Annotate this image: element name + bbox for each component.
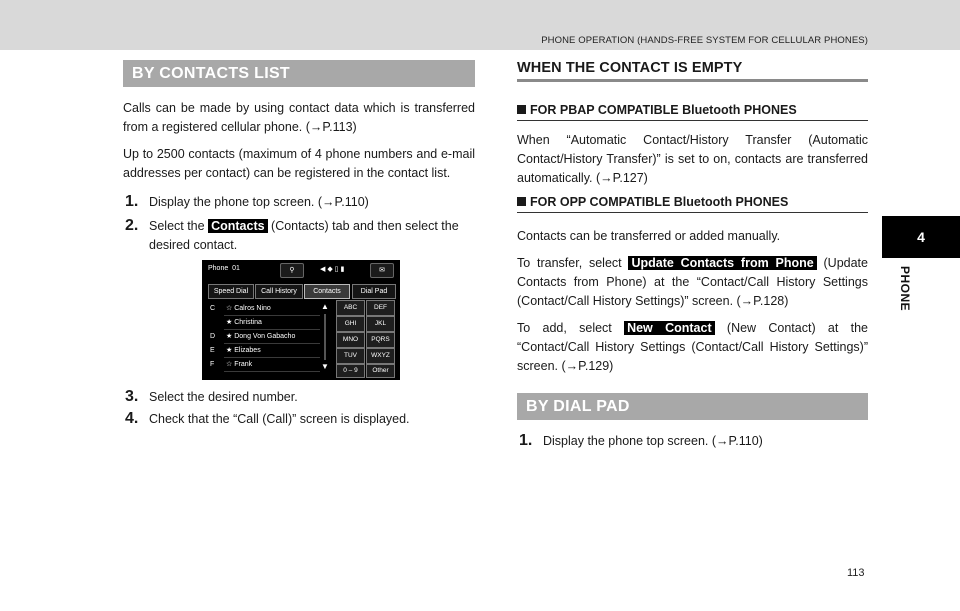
- contact-row[interactable]: D ★ Dong Von Gabacho: [210, 330, 320, 343]
- index-key[interactable]: 0 – 9: [336, 364, 365, 378]
- tab-dial-pad[interactable]: Dial Pad: [352, 284, 396, 299]
- index-key[interactable]: ABC: [336, 300, 365, 316]
- status-icons: ◀ ◆ ▯ ▮: [320, 266, 345, 273]
- new-contact-chip: New Contact: [624, 321, 715, 335]
- step-text-pre: Select the: [149, 219, 209, 233]
- square-bullet-icon: [517, 105, 526, 114]
- pbap-paragraph: When “Automatic Contact/History Transfer (Automatic Contact/History Transfer)” is set to on, contacts are transferred automatically. (→P.127): [517, 133, 868, 185]
- section-banner-dial-pad: BY DIAL PAD: [517, 393, 868, 420]
- index-key[interactable]: WXYZ: [366, 348, 395, 364]
- step-text: Display the phone top screen. (→P.110): [543, 434, 763, 448]
- intro-paragraph: Calls can be made by using contact data which is transferred from a registered cellular phone. (→P.113): [123, 101, 475, 134]
- index-key[interactable]: MNO: [336, 332, 365, 348]
- page-number: 113: [847, 567, 865, 579]
- index-key[interactable]: TUV: [336, 348, 365, 364]
- opp-paragraph-1: Contacts can be transferred or added manually.: [517, 229, 781, 243]
- contact-row[interactable]: C ☆ Calros Nino: [210, 302, 320, 315]
- contact-row[interactable]: E ★ Elizabes: [210, 344, 320, 357]
- opp-paragraph-3: To add, select New Contact (New Contact) at the “Contact/Call History Settings (Contact/Call History Settings)” screen. (→P.129): [517, 321, 869, 373]
- scroll-up-icon[interactable]: ▲: [321, 302, 329, 311]
- step-number: 4.: [125, 410, 139, 427]
- step-1: [123, 193, 475, 212]
- contact-row[interactable]: ★ Christina: [210, 316, 320, 329]
- step-number: 1.: [519, 432, 533, 449]
- dial-step-1: [517, 432, 868, 451]
- left-column: [123, 60, 475, 429]
- header-bar: [0, 0, 960, 50]
- screen-tabs: [208, 284, 394, 297]
- tab-speed-dial[interactable]: Speed Dial: [208, 284, 254, 299]
- tab-contacts[interactable]: Contacts: [304, 284, 350, 299]
- chapter-label: PHONE: [898, 266, 912, 312]
- heading-contact-empty: WHEN THE CONTACT IS EMPTY: [517, 60, 868, 82]
- message-icon[interactable]: ✉: [370, 263, 394, 278]
- heading-pbap: FOR PBAP COMPATIBLE Bluetooth PHONES: [517, 103, 868, 121]
- step-2: [123, 217, 475, 255]
- screen-title: Phone 01: [208, 265, 240, 272]
- section-banner-contacts: BY CONTACTS LIST: [123, 60, 475, 87]
- contacts-scrollbar[interactable]: [320, 302, 330, 372]
- contact-row[interactable]: F ☆ Frank: [210, 358, 320, 371]
- phone-contacts-screenshot: [202, 260, 400, 380]
- step-text: Display the phone top screen. (→P.110): [149, 195, 369, 209]
- step-number: 2.: [125, 217, 139, 234]
- chapter-tab[interactable]: 4: [882, 216, 960, 258]
- step-text: Check that the “Call (Call)” screen is displayed.: [149, 412, 410, 426]
- step-3: [123, 388, 475, 407]
- opp-paragraph-2: To transfer, select Update Contacts from Phone (Update Contacts from Phone) at the “Contact/Call History Settings (Contact/Call History Settings)” screen. (→P.128): [517, 256, 868, 308]
- step-text-post: (Contacts) tab and then select the desired contact.: [149, 219, 459, 252]
- index-key[interactable]: GHI: [336, 316, 365, 332]
- tab-call-history[interactable]: Call History: [255, 284, 303, 299]
- index-key[interactable]: DEF: [366, 300, 395, 316]
- contacts-chip: Contacts: [208, 219, 267, 233]
- step-text: Select the desired number.: [149, 390, 298, 404]
- step-number: 1.: [125, 193, 139, 210]
- heading-opp: FOR OPP COMPATIBLE Bluetooth PHONES: [517, 195, 868, 213]
- scroll-track: [324, 314, 326, 360]
- phonebook-icon[interactable]: ⚲: [280, 263, 304, 278]
- index-key[interactable]: PQRS: [366, 332, 395, 348]
- scroll-down-icon[interactable]: ▼: [321, 362, 329, 371]
- limit-paragraph: Up to 2500 contacts (maximum of 4 phone numbers and e-mail addresses per contact) can be registered in the contact list.: [123, 147, 475, 180]
- update-contacts-chip: Update Contacts from Phone: [628, 256, 816, 270]
- index-key[interactable]: Other: [366, 364, 395, 378]
- right-column: [517, 60, 868, 451]
- step-number: 3.: [125, 388, 139, 405]
- header-title: PHONE OPERATION (HANDS-FREE SYSTEM FOR CELLULAR PHONES): [541, 35, 868, 46]
- index-key[interactable]: JKL: [366, 316, 395, 332]
- step-4: [123, 410, 475, 429]
- square-bullet-icon: [517, 197, 526, 206]
